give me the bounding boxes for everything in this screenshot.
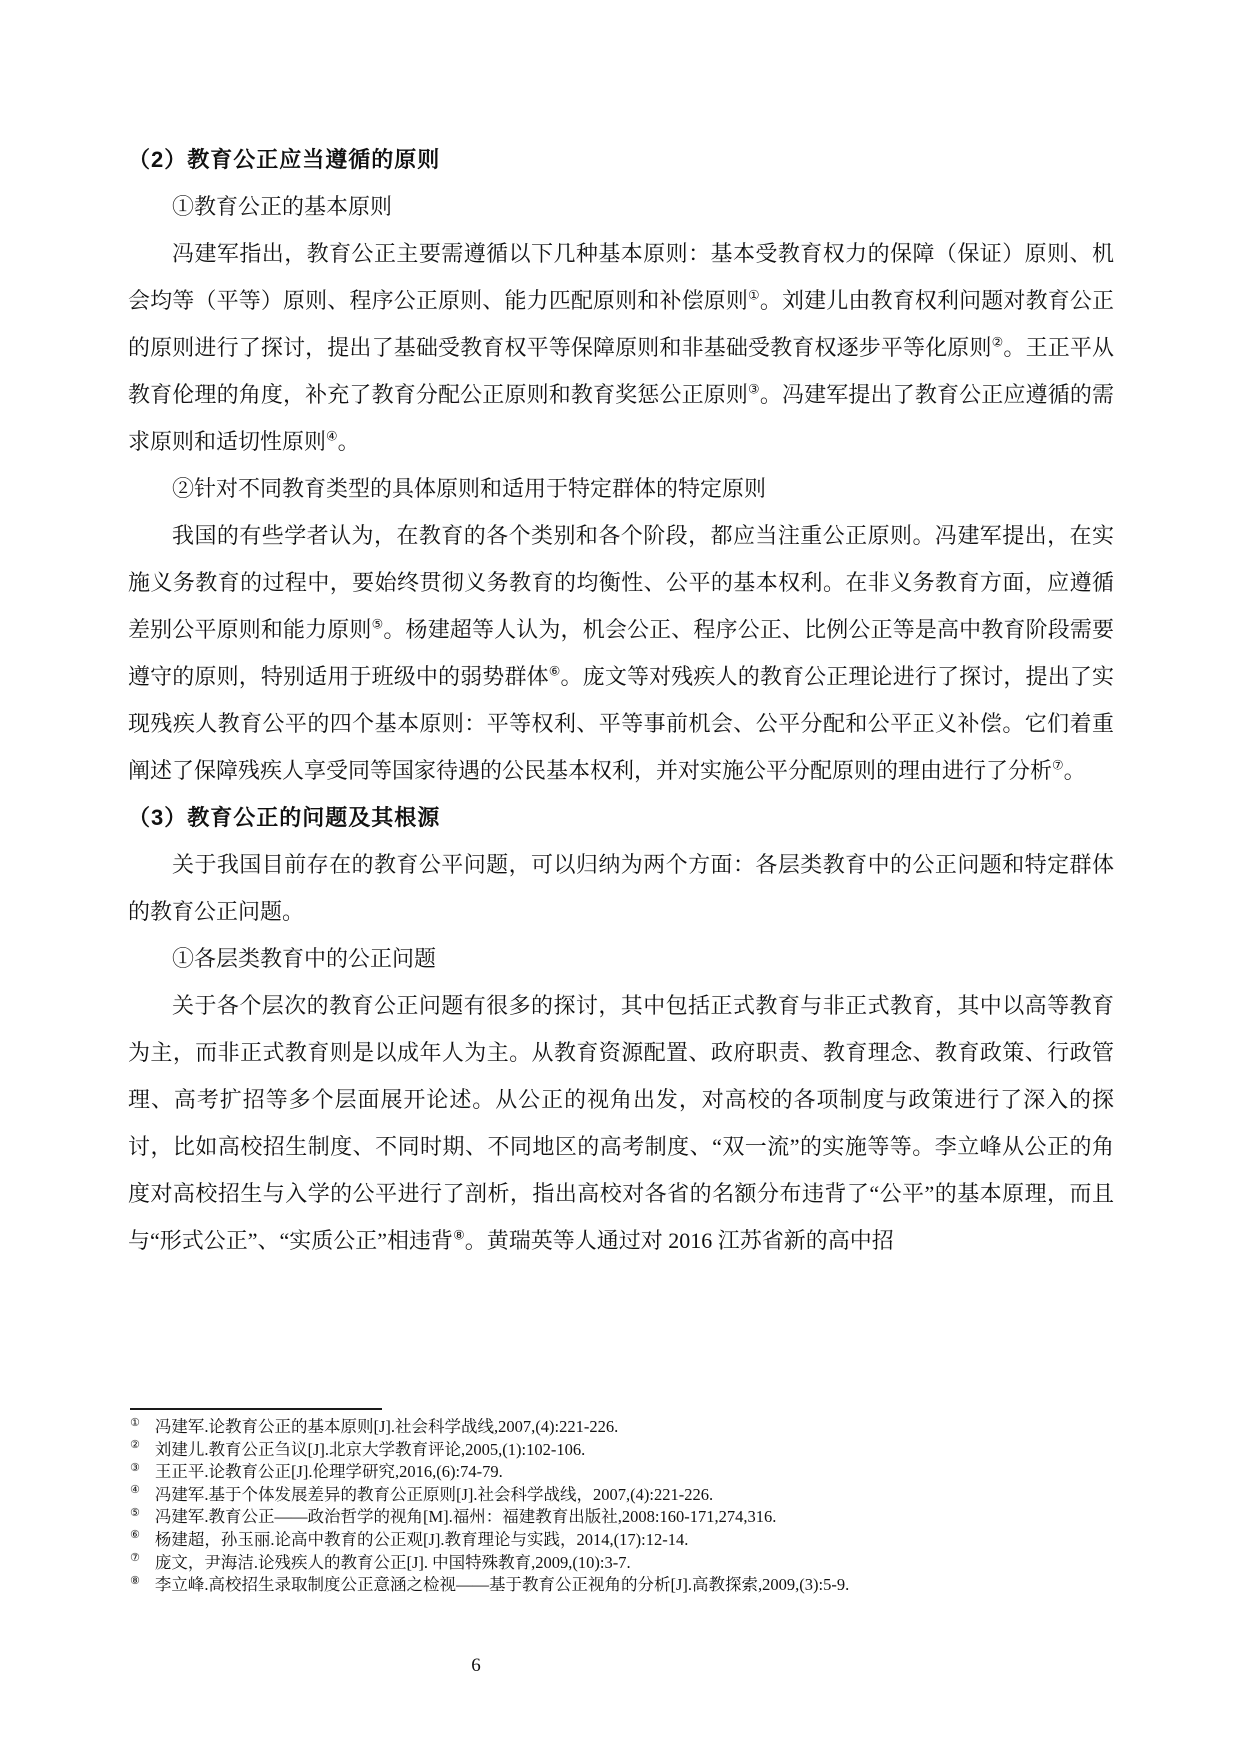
footnote-marker: ⑥	[130, 1528, 140, 1542]
footnote-ref: ⑤	[371, 617, 384, 633]
footnote	[130, 1529, 1135, 1552]
paragraph: ②针对不同教育类型的具体原则和适用于特定群体的特定原则	[172, 476, 767, 501]
paragraph: 关于各个层次的教育公正问题有很多的探讨，其中包括正式教育与非正式教育，其中以高等教育为主，而非正式教育则是以成年人为主。从教育资源配置、政府职责、教育理念、教育政策、行政管理、高考扩招等多个层面展开论述。从公正的视角出发，对高校的各项制度与政策进行了深入的探讨，比如高校招生制度、不同时期、不同地区的高考制度、“双一流”的实施等等。李立峰从公正的角度对高校招生与入学的公平进行了剖析，指出高校对各省的名额分布违背了“公平”的基本原理，而且与“形式公正”、“实质公正”相违背⑧。黄瑞英等人通过对 2016 江苏省新的高中招	[128, 993, 1114, 1253]
footnotes-list	[130, 1416, 1135, 1597]
footnote-text: 冯建军.基于个体发展差异的教育公正原则[J].社会科学战线，2007,(4):221-226.	[154, 1484, 714, 1504]
paragraph: 关于我国目前存在的教育公平问题，可以归纳为两个方面：各层类教育中的公正问题和特定群体的教育公正问题。	[128, 852, 1114, 924]
footnote	[130, 1416, 1135, 1439]
footnote	[130, 1552, 1135, 1575]
footnote-ref: ⑦	[1052, 758, 1064, 774]
footnote-separator	[130, 1408, 382, 1410]
footnote-text: 庞文，尹海洁.论残疾人的教育公正[J]. 中国特殊教育,2009,(10):3-7.	[154, 1552, 631, 1572]
footnote-ref: ③	[748, 382, 760, 398]
paragraph: 冯建军指出，教育公正主要需遵循以下几种基本原则：基本受教育权力的保障（保证）原则、机会均等（平等）原则、程序公正原则、能力匹配原则和补偿原则①。刘建儿由教育权利问题对教育公正的原则进行了探讨，提出了基础受教育权平等保障原则和非基础受教育权逐步平等化原则②。王正平从教育伦理的角度，补充了教育分配公正原则和教育奖惩公正原则③。冯建军提出了教育公正应遵循的需求原则和适切性原则④。	[128, 241, 1114, 454]
footnote-text: 冯建军.论教育公正的基本原则[J].社会科学战线,2007,(4):221-226.	[154, 1417, 619, 1436]
footnote-marker: ③	[130, 1460, 140, 1474]
footnote-text: 杨建超，孙玉丽.论高中教育的公正观[J].教育理论与实践，2014,(17):12-14.	[154, 1529, 689, 1549]
footnote	[130, 1461, 1135, 1484]
page-number: 6	[471, 1655, 481, 1676]
footnote-marker: ⑤	[130, 1505, 140, 1519]
footnote	[130, 1506, 1135, 1529]
footnote-text: 李立峰.高校招生录取制度公正意涵之检视——基于教育公正视角的分析[J].高教探索,2009,(3):5-9.	[154, 1575, 850, 1595]
footnote-text: 王正平.论教育公正[J].伦理学研究,2016,(6):74-79.	[154, 1462, 503, 1482]
footnote-marker: ①	[130, 1415, 140, 1429]
footnote	[130, 1484, 1135, 1507]
paragraph: ①教育公正的基本原则	[172, 194, 393, 219]
section-heading: （3）教育公正的问题及其根源	[128, 805, 441, 830]
section-heading: （2）教育公正应当遵循的原则	[128, 147, 441, 172]
footnote	[130, 1439, 1135, 1462]
document-body	[128, 136, 1114, 1264]
footnote-ref: ①	[748, 288, 760, 304]
footnote-marker: ⑧	[130, 1573, 140, 1587]
footnote-marker: ④	[130, 1483, 140, 1497]
paragraph: 我国的有些学者认为，在教育的各个类别和各个阶段，都应当注重公正原则。冯建军提出，在实施义务教育的过程中，要始终贯彻义务教育的均衡性、公平的基本权利。在非义务教育方面，应遵循差别公平原则和能力原则⑤。杨建超等人认为，机会公正、程序公正、比例公正等是高中教育阶段需要遵守的原则，特别适用于班级中的弱势群体⑥。庞文等对残疾人的教育公正理论进行了探讨，提出了实现残疾人教育公平的四个基本原则：平等权利、平等事前机会、公平分配和公平正义补偿。它们着重阐述了保障残疾人享受同等国家待遇的公民基本权利，并对实施公平分配原则的理由进行了分析⑦。	[128, 523, 1114, 783]
footnote-ref: ⑥	[548, 664, 561, 680]
footnote-ref: ②	[991, 335, 1004, 351]
footnote-ref: ⑧	[453, 1228, 465, 1244]
footnote-marker: ⑦	[130, 1551, 140, 1565]
footnote	[130, 1574, 1135, 1597]
footnote-text: 冯建军.教育公正——政治哲学的视角[M].福州：福建教育出版社,2008:160-171,274,316.	[154, 1507, 777, 1527]
paragraph: ①各层类教育中的公正问题	[172, 946, 437, 971]
footnote-text: 刘建儿.教育公正刍议[J].北京大学教育评论,2005,(1):102-106.	[154, 1439, 586, 1459]
footnote-marker: ②	[130, 1438, 140, 1452]
footnote-ref: ④	[326, 429, 338, 445]
